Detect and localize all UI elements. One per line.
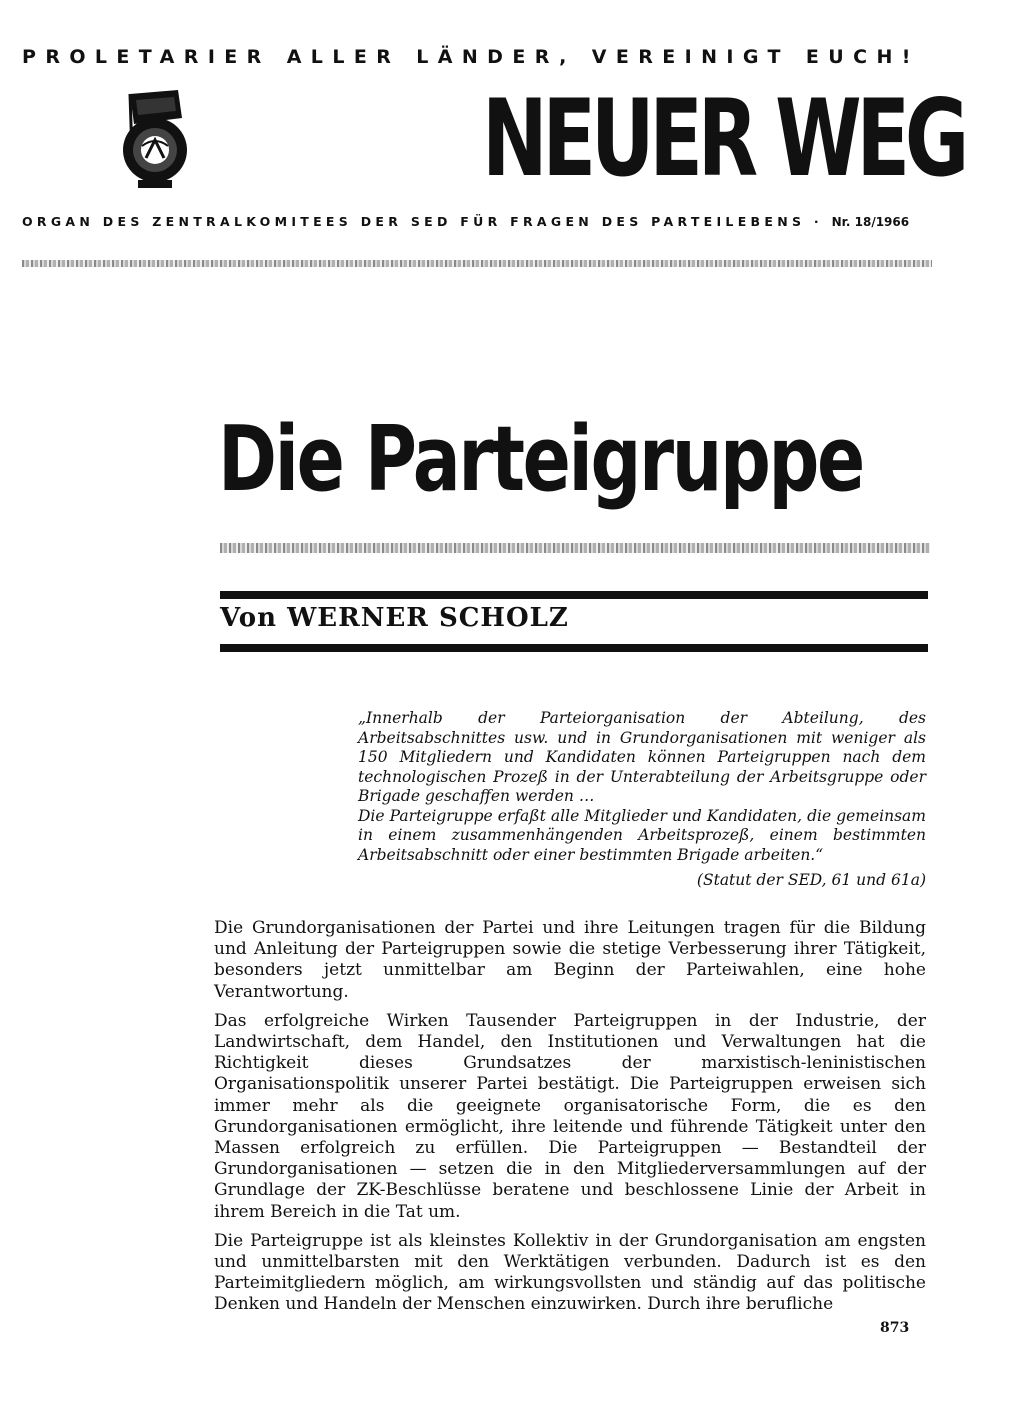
body-paragraph: Die Parteigruppe ist als kleinstes Kollektiv in der Grundorganisation am engsten und unmittelbarsten mit den Werktätigen verbunden. Dadurch ist es den Parteimitgliedern möglich, am wirkungsvollsten und ständig auf das politische Denken und Handeln der Menschen einzuwirken. Durch ihre berufliche <box>214 1230 926 1315</box>
issue-number: Nr. 18/1966 <box>831 215 910 229</box>
body-paragraph: Die Grundorganisationen der Partei und ihre Leitungen tragen für die Bildung und Anleitung der Parteigruppen sowie die stetige Verbesserung ihrer Tätigkeit, besonders jetzt unmittelbar am Beginn der Parteiwahlen, eine hohe Verantwortung. <box>214 918 926 1002</box>
statute-quote <box>358 709 926 891</box>
quote-paragraph: Die Parteigruppe erfaßt alle Mitglieder und Kandidaten, die gemeinsam in einem zusammenhängenden Arbeitsprozeß, einem bestimmten Arbeitsabschnitt oder einer bestimmten Brigade arbeiten.“ <box>358 806 926 864</box>
quote-source: (Statut der SED, 61 und 61a) <box>696 871 926 889</box>
byline-rule-top <box>220 591 928 599</box>
organ-text: ORGAN DES ZENTRALKOMITEES DER SED FÜR FRAGEN DES PARTEILEBENS · <box>22 214 823 229</box>
title-divider <box>220 543 930 553</box>
header-divider <box>22 260 932 267</box>
masthead: NEUER WEG <box>482 77 965 200</box>
byline-rule-bottom <box>220 644 928 652</box>
page-number: 873 <box>880 1320 910 1336</box>
quote-paragraph: „Innerhalb der Parteiorganisation der Abteilung, des Arbeitsabschnittes usw. und in Grundorganisationen mit weniger als 150 Mitgliedern und Kandidaten können Parteigruppen nach dem technologischen Prozeß in der Unterabteilung der Arbeitsgruppe oder Brigade geschaffen werden … <box>358 709 926 805</box>
body-paragraph: Das erfolgreiche Wirken Tausender Parteigruppen in der Industrie, der Landwirtschaft, dem Handel, den Institutionen und Verwaltungen hat die Richtigkeit dieses Grundsatzes der marxistisch-leninistischen Organisationspolitik unserer Partei bestätigt. Die Parteigruppen erweisen sich immer mehr als die geeignete organisatorische Form, die es den Grundorganisationen ermöglicht, ihre leitende und führende Tätigkeit unter den Massen erfolgreich zu erfüllen. Die Parteigruppen — Bestandteil der Grundorganisationen — setzen die in den Mitgliederversammlungen auf der Grundlage der ZK-Beschlüsse beratene und beschlossene Linie der Arbeit in ihrem Bereich in die Tat um. <box>214 1010 926 1222</box>
party-slogan: PROLETARIER ALLER LÄNDER, VEREINIGT EUCH! <box>22 46 920 68</box>
article-body <box>214 918 926 1324</box>
article-title: Die Parteigruppe <box>218 407 863 512</box>
organ-line <box>22 214 942 229</box>
sed-party-emblem-icon <box>112 84 198 196</box>
byline: Von WERNER SCHOLZ <box>220 603 569 633</box>
